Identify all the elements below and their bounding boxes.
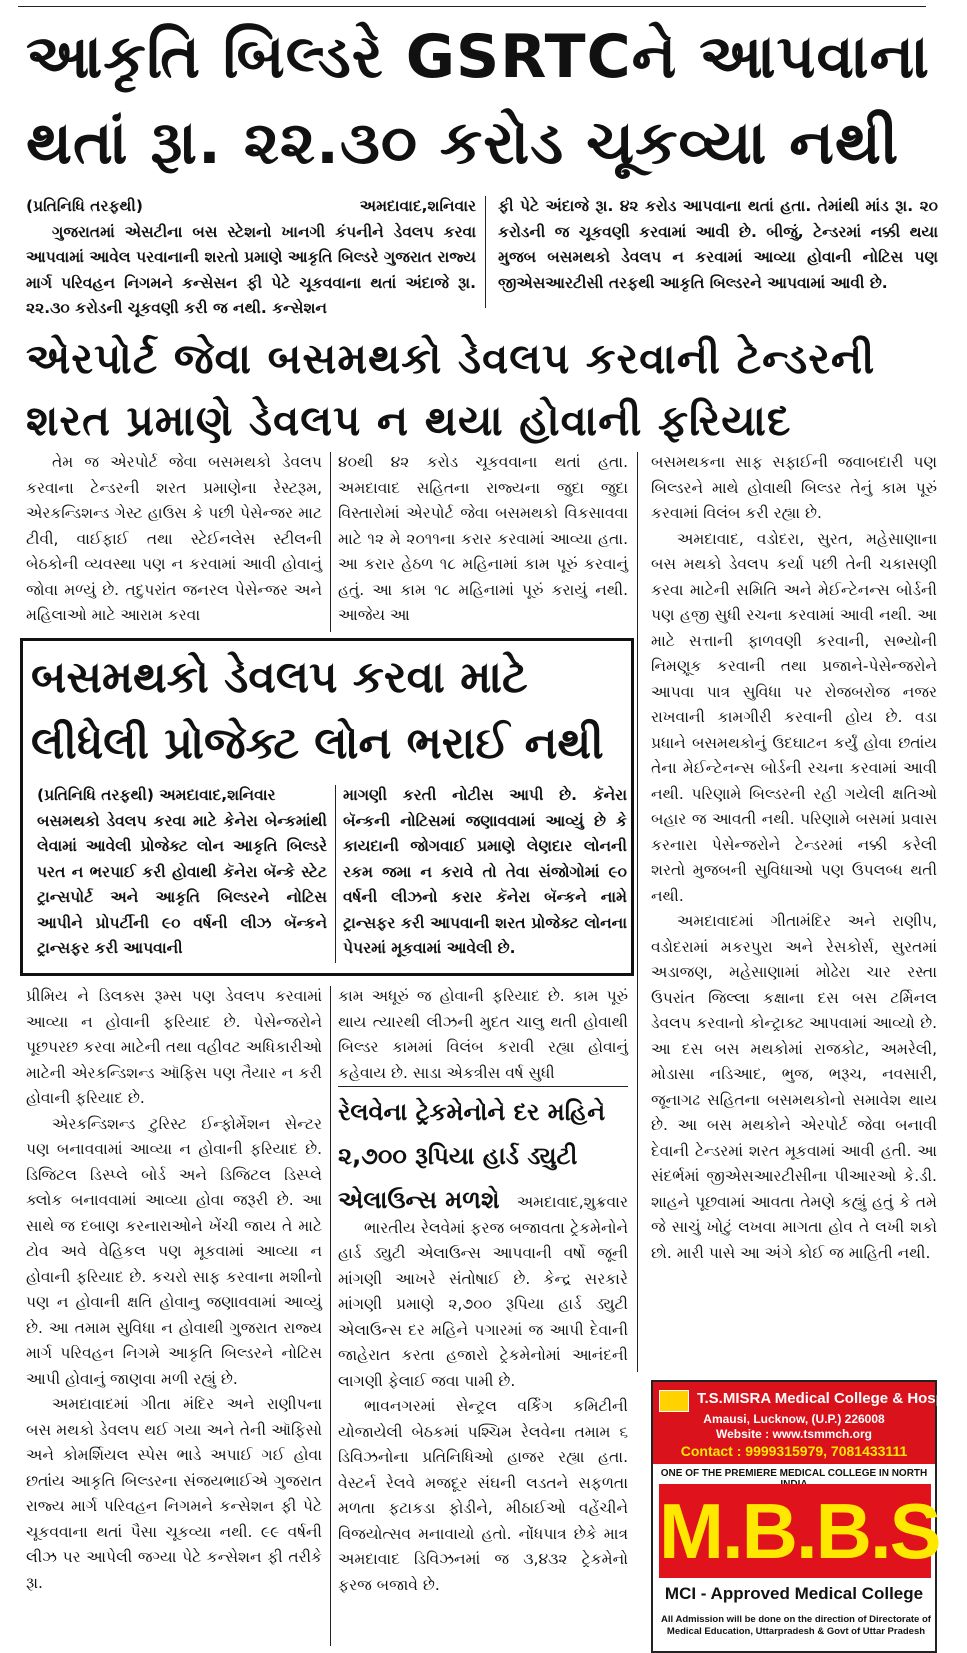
column-rule: [330, 986, 331, 1646]
headline-1-line-2: થતાં રૂા. ૨૨.૩૦ કરોડ ચૂકવ્યા નથી: [26, 108, 900, 178]
column-rule: [637, 452, 638, 1372]
ad-header: [653, 1382, 967, 1464]
ad-college-name: T.S.MISRA Medical College & Hospital: [697, 1390, 967, 1407]
story-2-col-3-p2: અમદાવાદ, વડોદરા, સુરત, મહેસાણાના બસ મથકો ડેવલપ કર્યા પછી તેની ચકાસણી કરવા માટેની સમિતિ અને મેઈન્ટેનન્સ બોર્ડની પણ હજી સુધી રચના કરવામાં આવી નથી. આ માટે સત્તાની ફાળવણી કરવાની, સભ્યોની નિમણૂક કરવાની તથા પ્રજાને-પેસેન્જરોને આપવા પાત્ર સુવિધા પર રોજબરોજ નજર રાખવાની કામગીરી કરવાની હોય છે. વડા પ્રધાને બસમથકોનું ઉદઘાટન કર્યું હોવા છતાંય તેના મેઈન્ટેનન્સ બોર્ડની રચના કરવામાં આવી નથી. પરિણામે બિલ્ડરની રહી ગયેલી ક્ષતિઓ બહાર જ આવતી નથી. પરિણામે બસમાં પ્રવાસ કરનારા પેસેન્જરોને ટેન્ડરમાં નક્કી કરેલી શરતો મુજબની સુવિધાઓ પણ ઉપલબ્ધ થતી નથી.: [651, 529, 937, 905]
column-rule: [330, 452, 331, 632]
boxed-story-headline: [31, 645, 629, 777]
story-2-col-1-bottom-p2: એરકન્ડિશન્ડ ટુરિસ્ટ ઈન્ફોર્મેશન સેન્ટર પણ બનાવવામાં આવ્યા ન હોવાની ફરિયાદ છે. ડિજિટલ ડિસ્પ્લે બોર્ડ અને ડિજિટલ ડિસ્પ્લે ક્લોક બનાવવામાં આવ્યા હોવા જરૂરી છે. આ સાથે જ દબાણ કરનારાઓને ખેંચી જાય તે માટે ટોવ અવે વેહિકલ પણ મૂકવામાં આવ્યા ન હોવાની ફરિયાદ છે. કચરો સાફ કરવાના મશીનો પણ ન હોવાની ક્ષતિ હોવાનુ જણાવવામાં આવ્યું છે. આ તમામ સુવિધા ન હોવાથી ગુજરાત રાજ્ય માર્ગ પરિવહન નિગમે આકૃતિ બિલ્ડરને નોટિસ આપી હોવાનું જાણવા મળી રહ્યું છે.: [26, 1114, 322, 1388]
headline-1: [26, 14, 936, 186]
railway-headline: રેલવેના ટ્રેકમેનોને દર મહિને ૨,૭૦૦ રૂપિયા હાર્ડ ડ્યુટી એલાઉન્સ મળશે: [338, 1098, 606, 1214]
boxed-story-col-1-text: બસમથકો ડેવલપ કરવા માટે કેનેરા બેન્કમાંથી લેવામાં આવેલી પ્રોજેક્ટ લોન આકૃતિ બિલ્ડરે પરત ન ભરપાઈ કરી હોવાથી કૅનેરા બૅન્કે સ્ટેટ ટ્રાન્સપોર્ટ અને આકૃતિ બિલ્ડરને નોટિસ આપીને પ્રોપર્ટીની ૯૦ વર્ષની લીઝ બૅન્કને ટ્રાન્સફર કરી આપવાની: [37, 811, 327, 957]
headline-2: [26, 328, 936, 452]
story-2-col-3: [651, 450, 937, 1370]
story-1-byline-right: અમદાવાદ,શનિવાર: [359, 197, 476, 215]
college-logo-icon: [659, 1390, 689, 1412]
boxed-story-col-2: [343, 783, 627, 969]
section-rule: [338, 1086, 628, 1087]
railway-story-p2: ભાવનગરમાં સેન્ટ્રલ વર્કિંગ કમિટીની યોજાયેલી બેઠકમાં પશ્ચિમ રેલવેના તમામ ૬ ડિવિઝનોના પ્રતિનિધિઓ હાજર રહ્યા હતા. વેસ્ટર્ન રેલવે મજદૂર સંઘની લડતને સફળતા મળતા ફટાકડા ફોડીને, મીઠાઈઓ વહેંચીને વિજયોત્સવ મનાવાયો હતો. નોંધપાત્ર છેકે માત્ર અમદાવાદ ડિવિઝનમાં જ ૩,૪૩૨ ટ્રેકમેનો ફરજ બજાવે છે.: [338, 1397, 628, 1594]
story-2-col-2-bottom-text: કામ અધૂરું જ હોવાની ફરિયાદ છે. કામ પૂરું થાય ત્યારથી લીઝની મુદત ચાલુ થતી હોવાથી બિલ્ડર કામમાં વિલંબ કરાવી રહ્યા હોવાનું કહેવાય છે. સાડા એકત્રીસ વર્ષ સુધી: [338, 987, 628, 1082]
top-rule: [18, 6, 926, 7]
boxed-story-headline-line-1: બસમથકો ડેવલપ કરવા માટે: [31, 652, 528, 703]
story-2-col-1-bottom-p1: પ્રીમિય ને ડિલક્સ રૂમ્સ પણ ડેવલપ કરવામાં આવ્યા ન હોવાની ફરિયાદ છે. પેસેન્જરોને પૂછપરછ કરવા માટેની તથા વહીવટ અધિકારીઓ માટેની એરકન્ડિશન્ડ ઑફિસ પણ તૈયાર ન કરી હોવાની ફરિયાદ છે.: [26, 987, 322, 1107]
ad-mbbs-banner: M.B.B.S: [659, 1484, 931, 1578]
story-1-col-1: [26, 194, 476, 330]
boxed-story-col-2-text: માગણી કરતી નોટીસ આપી છે. કૅનેરા બૅન્કની નોટિસમાં જણાવવામાં આવ્યું છે કે કાયદાની જોગવાઈ પ્રમાણે લેણદાર લોનની રકમ જમા ન કરાવે તો તેવા સંજોગોમાં ૯૦ વર્ષની લીઝનો કરાર કૅનેરા બૅન્કને નામે ટ્રાન્સફર કરી આપવાની શરત પ્રોજેક્ટ લોનના પેપરમાં મૂકવામાં આવેલી છે.: [343, 786, 627, 957]
boxed-story-headline-line-2: લીધેલી પ્રોજેક્ટ લોન ભરાઈ નથી: [31, 718, 604, 769]
ad-contact: Contact : 9999315979, 7081433111: [680, 1443, 908, 1459]
railway-story-p1: ભારતીય રેલવેમાં ફરજ બજાવતા ટ્રેકમેનોને હાર્ડ ડ્યુટી એલાઉન્સ આપવાની વર્ષો જૂની માંગણી આખરે સંતોષાઈ છે. કેન્દ્ર સરકારે માંગણી પ્રમાણે ૨,૭૦૦ રૂપિયા હાર્ડ ડ્યુટી એલાઉન્સ દર મહિને પગારમાં જ આપી દેવાની જાહેરાત કરતા હજારો ટ્રેકમેનોમાં આનંદની લાગણી ફેલાઈ જવા પામી છે.: [338, 1218, 628, 1390]
ad-tagline: ONE OF THE PREMIERE MEDICAL COLLEGE IN NORTH: [660, 1468, 928, 1479]
boxed-story-byline: (પ્રતિનિધિ તરફથી) અમદાવાદ,શનિવાર: [37, 786, 276, 804]
story-1-col-2-text: ફી પેટે અંદાજે રૂા. ૪૨ કરોડ આપવાના થતાં હતા. તેમાંથી માંડ રૂા. ૨૦ કરોડની જ ચૂકવણી કરવામાં આવી છે. બીજું, ટેન્ડરમાં નક્કી થયા મુજબ બસમથકો ડેવલપ ન કરવામાં આવ્યા હોવાની નોટિસ પણ જીએસઆરટીસી તરફથી આકૃતિ બિલ્ડરને આપવામાં આવી છે.: [498, 197, 938, 292]
headline-2-line-1: એરપોર્ટ જેવા બસમથકો ડેવલપ કરવાની ટેન્ડરની: [26, 334, 876, 383]
ad-address: Amausi, Lucknow, (U.P.) 226008: [703, 1412, 885, 1426]
railway-dateline: અમદાવાદ,શુક્રવાર: [516, 1193, 628, 1211]
story-2-col-3-p1: બસમથકના સાફ સફાઈની જવાબદારી પણ બિલ્ડરને માથે હોવાથી બિલ્ડર તેનું કામ પૂરું કરવામાં વિલંબ કરી રહ્યા છે.: [651, 453, 937, 522]
ad-footer: All Admission will be done on the direction of Directorate of Medical Education, Uttarpradesh & Govt of Uttar Pradesh: [661, 1614, 931, 1637]
story-2-col-2-bottom: [338, 984, 628, 1088]
column-rule: [485, 196, 486, 308]
boxed-story: [20, 638, 634, 976]
story-1-col-1-text: ગુજરાતમાં એસટીના બસ સ્ટેશનો ખાનગી કંપનીને ડેવલપ કરવા આપવામાં આવેલ પરવાનાની શરતો પ્રમાણે આકૃતિ બિલ્ડરે ગુજરાત રાજ્ય માર્ગ પરિવહન નિગમને કન્સેસન ફી પેટે ચૂકવવાના થતાં અંદાજે રૂા. ૨૨.૩૦ કરોડની ચૂકવણી કરી જ નથી. કન્સેશન: [26, 222, 476, 317]
story-1-byline: [26, 194, 476, 220]
headline-1-line-1: આકૃતિ બિલ્ડરે GSRTCને આપવાના: [26, 22, 930, 92]
headline-2-line-2: શરત પ્રમાણે ડેવલપ ન થયા હોવાની ફરિયાદ: [26, 396, 792, 445]
story-2-col-2-top: [338, 450, 628, 630]
story-2-col-1-bottom-p3: અમદાવાદમાં ગીતા મંદિર અને રાણીપના બસ મથકો ડેવલપ થઈ ગયા અને તેની ઑફિસો અને કોમર્શિયલ સ્પેસ ભાડે અપાઈ ગઈ હોવા છતાંય આકૃતિ બિલ્ડરના સંજયભાઈએ ગુજરાત રાજ્ય માર્ગ પરિવહન નિગમને કન્સેશન ફી પેટે ચૂકવવાના થતાં પૈસા ચૂકવ્યા નથી. ૯૯ વર્ષની લીઝ પર આપેલી જગ્યા પેટે કન્સેશન ફી તરીકે રૂા.: [26, 1395, 322, 1592]
story-2-col-2-top-text: ૪૦થી ૪૨ કરોડ ચૂકવવાના થતાં હતા. અમદાવાદ સહિતના રાજ્યના જુદા જુદા વિસ્તારોમાં એરપોર્ટ જેવા બસમથકો વિકસાવવા માટે ૧૨ મે ૨૦૧૧ના કરાર કરવામાં આવ્યા હતા. આ કરાર હેઠળ ૧૮ મહિનામાં કામ પૂરું કરવાનું હતું. આ કામ ૧૮ મહિનામાં પૂરું કરાયું નથી. આજેય આ: [338, 453, 628, 624]
story-2-col-1-top-text: તેમ જ એરપોર્ટ જેવા બસમથકો ડેવલપ કરવાના ટેન્ડરની શરત પ્રમાણેના રેસ્ટરૂમ, એરકન્ડિશન્ડ ગેસ્ટ હાઉસ કે પછી પેસેન્જર માટ ટીવી, વાઈફાઈ તથા સ્ટેઈનલેસ સ્ટીલની બેઠકોની વ્યવસ્થા પણ ન કરવામાં આવી હોવાનું જોવા મળ્યું છે. તદુપરાંત જનરલ પેસેન્જર અને મહિલાઓ માટે આરામ કરવા: [26, 453, 322, 624]
medical-college-ad: [651, 1380, 967, 1653]
story-2-col-1-bottom: [26, 984, 322, 1653]
railway-story-body: [338, 1190, 628, 1653]
story-2-col-3-p3: અમદાવાદમાં ગીતામંદિર અને રાણીપ, વડોદરામાં મકરપુરા અને રેસકોર્સ, સુરતમાં અડાજણ, મહેસાણામાં મોઢેરા ચાર રસ્તા ઉપરાંત જિલ્લા કક્ષાના દસ બસ ટર્મિનલ ડેવલપ કરવાનો કોન્ટ્રાક્ટ આપવામાં આવ્યો છે. આ દસ બસ મથકોમાં રાજકોટ, અમરેલી, મોડાસા નડિઆદ, ભુજ, ભરૂચ, નવસારી, જૂનાગઢ સહિતના બસમથકોનો સમાવેશ થાય છે. આ બસ મથકોને એરપોર્ટ જેવા બનાવી દેવાની ટેન્ડરમાં શરત મૂકવામાં આવી હતી. આ સંદર્ભમાં જીએસઆરટીસીના પીઆરઓ કે.ડી. શાહને પૂછવામાં આવતા તેમણે કહ્યું હતું કે તમે જે સાચું ખોટું લખવા માગતા હોવ તે લખી શકો છો. મારી પાસે આ અંગે કોઈ જ માહિતી નથી.: [651, 912, 937, 1262]
story-1-col-2: [498, 194, 938, 330]
ad-mci-approval: MCI - Approved Medical College: [664, 1584, 924, 1603]
story-1-byline-left: (પ્રતિનિધિ તરફથી): [26, 197, 143, 215]
ad-website: Website : www.tsmmch.org: [715, 1427, 873, 1441]
story-2-col-1-top: [26, 450, 322, 630]
column-rule: [335, 785, 336, 963]
boxed-story-col-1: [37, 783, 327, 969]
